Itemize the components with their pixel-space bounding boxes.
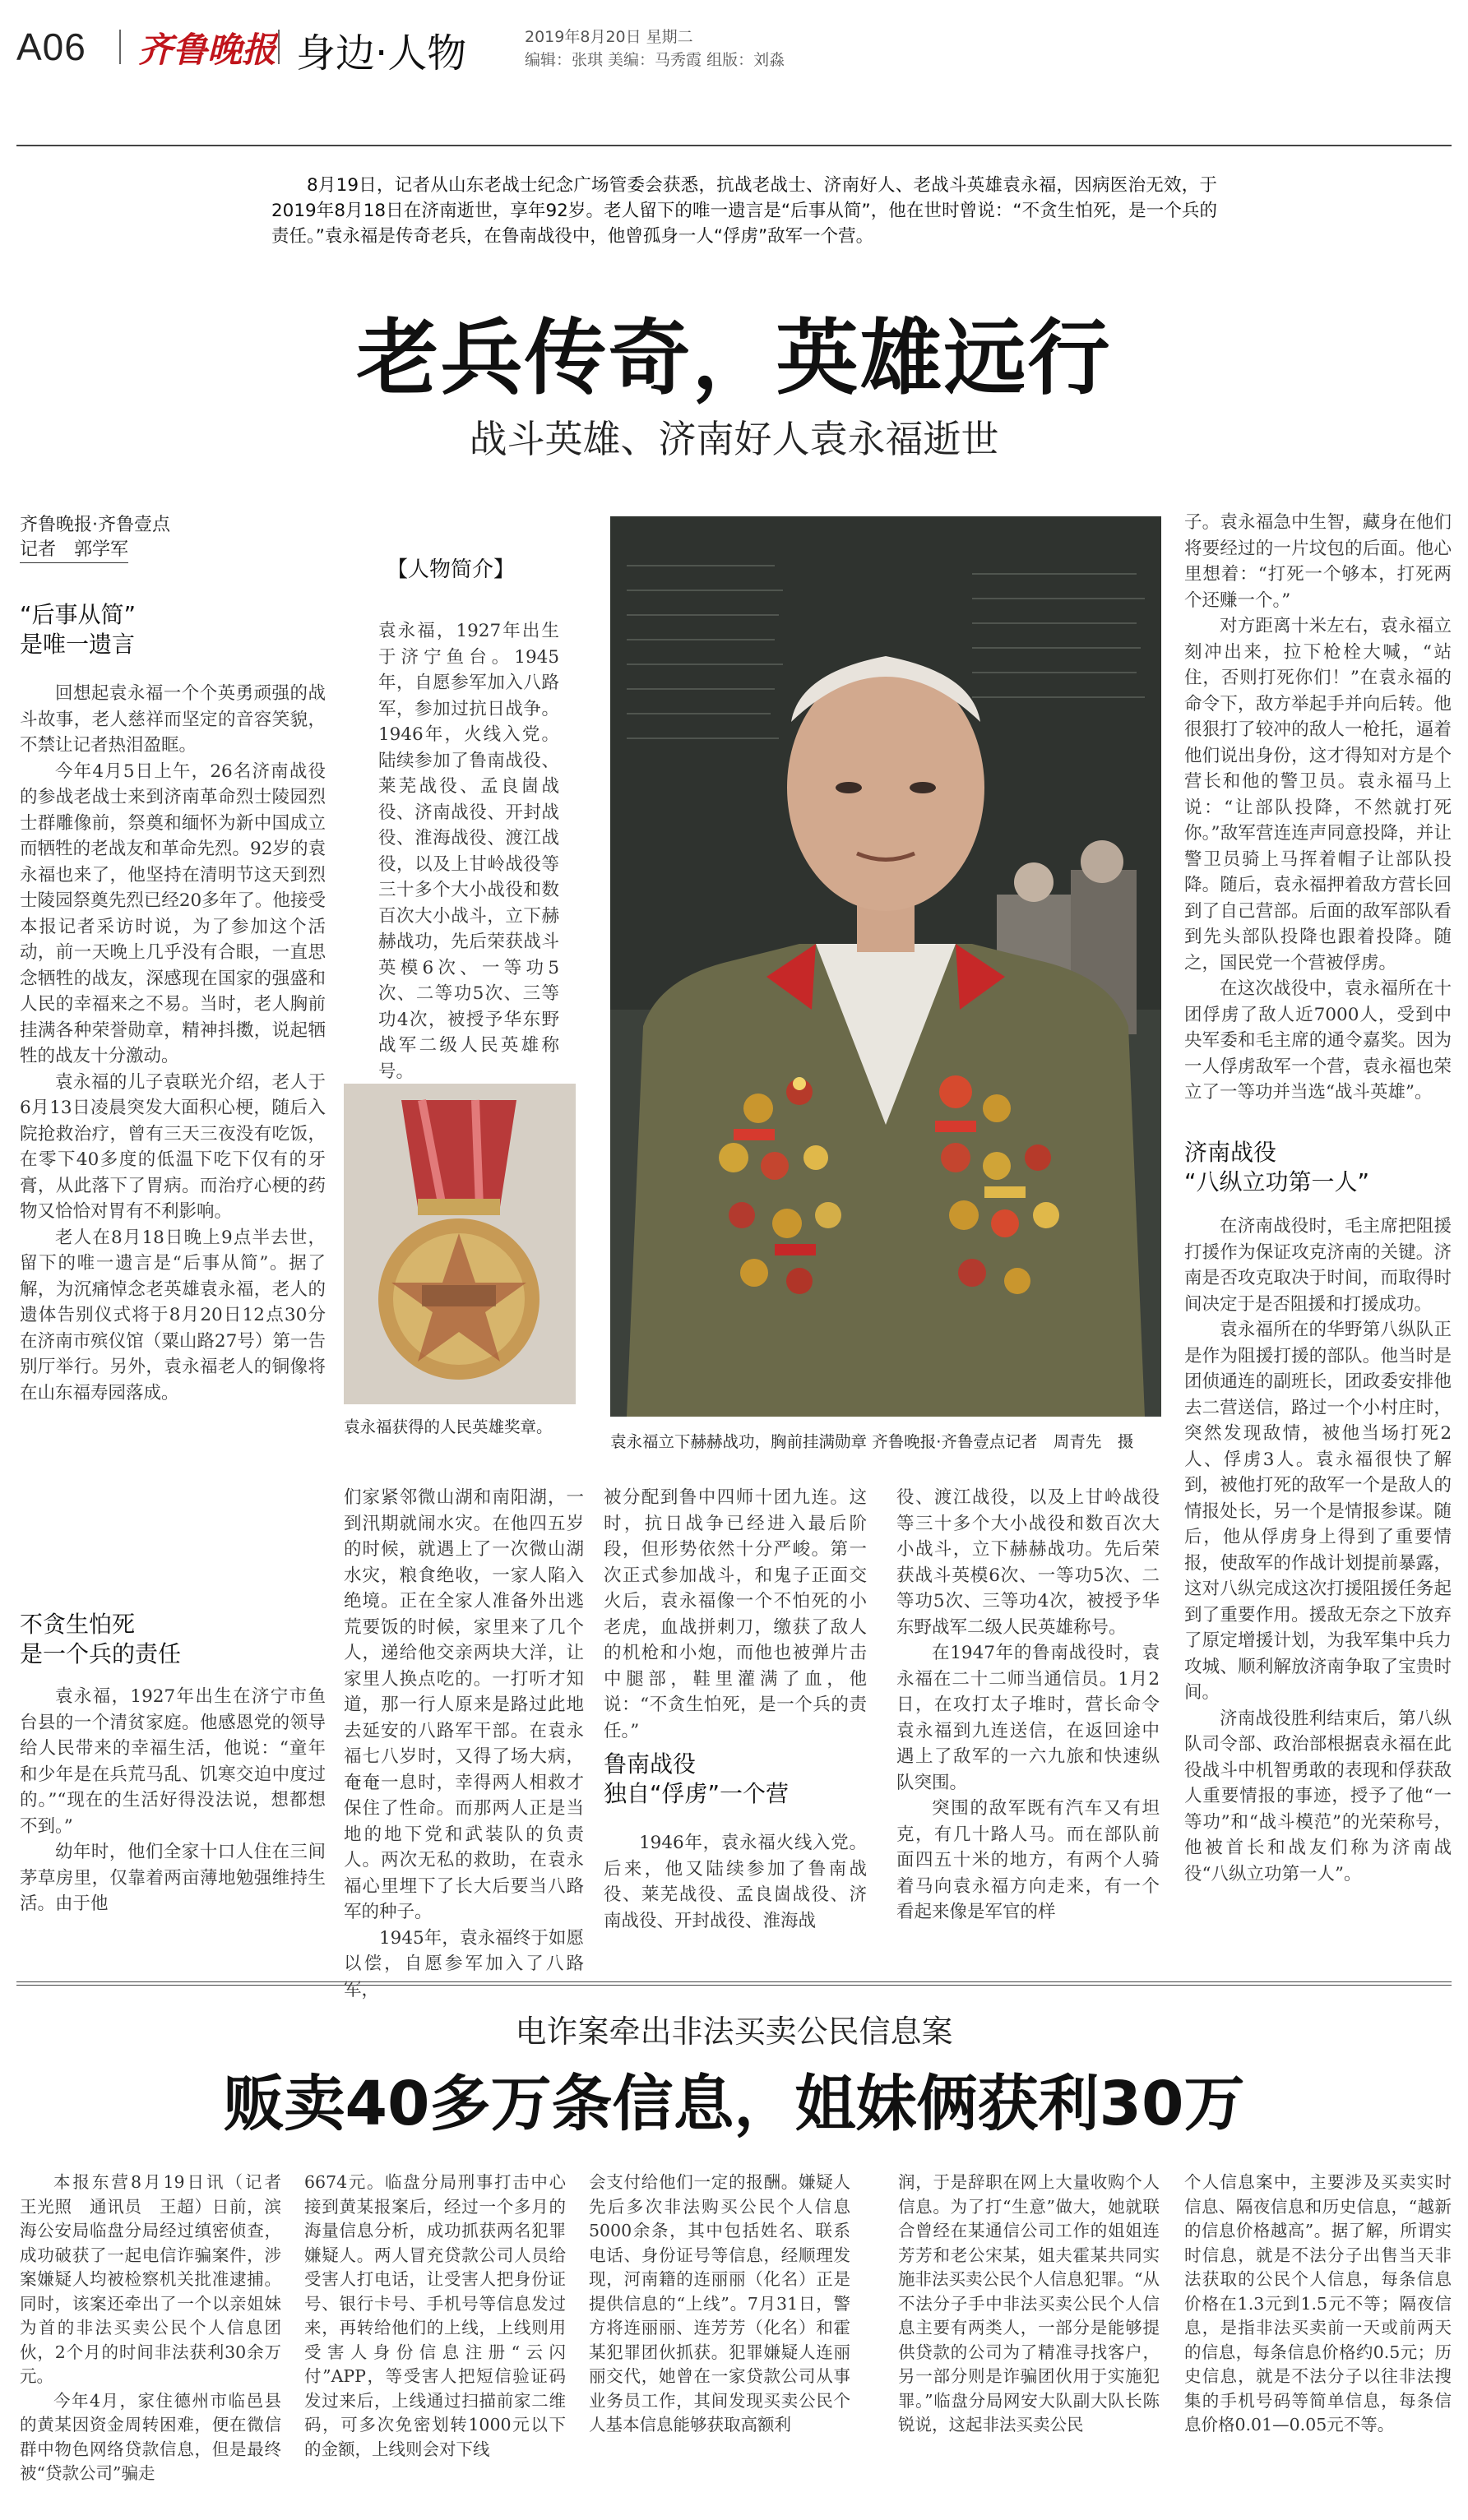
byline: [20, 513, 170, 563]
newspaper-logo: 齐鲁晚报: [138, 30, 277, 70]
subheadline: 战斗英雄、济南好人袁永福逝世: [469, 417, 999, 461]
article-column-1b: [20, 1684, 326, 1917]
article2-column-2: [304, 2171, 566, 2462]
subhead: [20, 600, 136, 659]
paragraph: 对方距离十米左右，袁永福立刻冲出来，拉下枪栓大喊，“站住，否则打死你们！”在袁永福的命令下，敌方举起手并向后转。他很狠打了较冲的敌人一枪托，逼着他们说出身份，这才得知对方是个营长和他的警卫员。袁永福马上说：“让部队投降，不然就打死你。”敌军营连连声同意投降，并让警卫员骑上马挥着帽子让部队投降。随后，袁永福押着敌方营长回到了自己营部。后面的敌军部队看到先头部队投降也跟着投降。随之，国民党一个营被俘虏。: [1184, 616, 1452, 973]
paragraph: 1946年，袁永福火线入党。后来，他又陆续参加了鲁南战役、莱芜战役、孟良崮战役、济南战役、开封战役、淮海战: [604, 1833, 867, 1931]
paragraph: 会支付给他们一定的报酬。嫌疑人先后多次非法购买公民个人信息5000余条，其中包括姓名、联系电话、身份证号等信息，经顺理发现，河南籍的连丽丽（化名）正是提供信息的“上线”。7月31日，警方将连丽丽、连芳芳（化名）和霍某犯罪团伙抓获。犯罪嫌疑人连丽丽交代，她曾在一家贷款公司从事业务员工作，其间发现买卖公民个人基本信息能够获取高额利: [589, 2172, 850, 2434]
subhead-line: “后事从简”: [20, 601, 137, 628]
article-column-5b: [1184, 1214, 1452, 1887]
paragraph: 济南战役胜利结束后，第八纵队司令部、政治部根据袁永福在此役战斗中机智勇敢的表现和俘获敌人重要情报的事迹，授予了他“一等功”和“战斗模范”的光荣称号，他被首长和战友们称为济南战役“八纵立功第一人”。: [1184, 1708, 1452, 1884]
byline-line: 齐鲁晚报·齐鲁壹点: [20, 515, 170, 535]
paragraph: 幼年时，他们全家十口人住在三间茅草房里，仅靠着两亩薄地勉强维持生活。由于他: [20, 1842, 326, 1914]
paragraph: 今年4月5日上午，26名济南战役的参战老战士来到济南革命烈士陵园烈士群雕像前，祭奠和缅怀为新中国成立而牺牲的老战友和革命先烈。92岁的袁永福也来了，他坚持在清明节这天到烈士陵园祭奠先烈已经20多年了。他接受本报记者采访时说，为了参加这个活动，前一天晚上几乎没有合眼，一直思念牺牲的战友，深感现在国家的强盛和人民的幸福来之不易。当时，老人胸前挂满各种荣誉勋章，精神抖擞，说起牺牲的战友十分激动。: [20, 761, 326, 1066]
article-column-4: [896, 1485, 1160, 1926]
paragraph: 个人信息案中，主要涉及买卖实时信息、隔夜信息和历史信息，“越新的信息价格越高”。据了解，所谓实时信息，就是不法分子出售当天非法获取的公民个人信息，每条信息价格在1.3元到1.5元不等；隔夜信息，是指非法买卖前一天或前两天的信息，每条信息价格约0.5元；历史信息，就是不法分子以往非法搜集的手机号码等简单信息，每条信息价格0.01—0.05元不等。: [1184, 2172, 1452, 2434]
profile-text: 袁永福，1927年出生于济宁鱼台。1945年，自愿参军加入八路军，参加过抗日战争。1946年，火线入党。陆续参加了鲁南战役、莱芜战役、孟良崮战役、济南战役、开封战役、淮海战役、渡江战役，以及上甘岭战役等三十多个大小战役和数百次大小战斗，立下赫赫战功，先后荣获战斗英模6次、一等功5次、二等功5次、三等功4次，被授予华东野战军二级人民英雄称号。: [378, 621, 559, 1082]
subhead-line: 不贪生怕死: [20, 1611, 136, 1638]
article2-column-5: [1184, 2171, 1452, 2438]
page-number: A06: [16, 25, 86, 68]
photo-caption: 袁永福立下赫赫战功，胸前挂满勋章 齐鲁晚报·齐鲁壹点记者 周青先 摄: [610, 1432, 1134, 1451]
medal-photo: [344, 1084, 576, 1404]
date-line: 2019年8月20日 星期二: [525, 28, 693, 46]
article2-column-1: [20, 2171, 299, 2486]
subhead-line: 是唯一遗言: [20, 631, 136, 658]
paragraph: 老人在8月18日晚上9点半去世，留下的唯一遗言是“后事从简”。据了解，为沉痛悼念老英雄袁永福，老人的遗体告别仪式将于8月20日12点30分在济南市殡仪馆（粟山路27号）第一告别厅举行。另外，袁永福老人的铜像将在山东福寿园落成。: [20, 1227, 326, 1403]
paragraph: 润，于是辞职在网上大量收购个人信息。为了打“生意”做大，她就联合曾经在某通信公司工作的姐姐连芳芳和老公宋某，姐夫霍某共同实施非法买卖公民个人信息犯罪。“从不法分子手中非法买卖公民个人信息主要有两类人，一部分是能够提供贷款的公司为了精准寻找客户，另一部分则是诈骗团伙用于实施犯罪。”临盘分局网安大队副大队长陈锐说，这起非法买卖公民: [898, 2172, 1160, 2434]
article2-headline: 贩卖40多万条信息，姐妹俩获利30万: [223, 2069, 1245, 2139]
divider: [119, 30, 121, 64]
header-rule: [16, 145, 1452, 146]
paragraph: 役、渡江战役，以及上甘岭战役等三十多个大小战役和数百次大小战斗，立下赫赫战功。先后荣获战斗英模6次、一等功5次、二等功5次、三等功4次，被授予华东野战军二级人民英雄称号。: [896, 1487, 1160, 1638]
paragraph: 在这次战役中，袁永福所在十团俘虏了敌人近7000人，受到中央军委和毛主席的通令嘉奖。因为一人俘虏敌军一个营，袁永福也荣立了一等功并当选“战斗英雄”。: [1184, 978, 1452, 1103]
subhead: [1184, 1138, 1369, 1197]
paragraph: 今年4月，家住德州市临邑县的黄某因资金周转困难，便在微信群中物色网络贷款信息，但是最终被“贷款公司”骗走: [20, 2390, 281, 2483]
subhead: [604, 1750, 789, 1809]
article-divider: [16, 1981, 1452, 1986]
paragraph: 1945年，袁永福终于如愿以偿，自愿参军加入了八路军，: [344, 1927, 584, 2000]
paragraph: 子。袁永福急中生智，藏身在他们将要经过的一片坟包的后面。他心里想着：“打死一个够本，打死两个还赚一个。”: [1184, 512, 1452, 611]
headline: 老兵传奇，英雄远行: [356, 310, 1112, 406]
paragraph: 被分配到鲁中四师十团九连。这时，抗日战争已经进入最后阶段，但形势依然十分严峻。第一次正式参加战斗，和鬼子正面交火后，袁永福像一个不怕死的小老虎，血战拼刺刀，缴获了敌人的机枪和小炮，而他也被弹片击中腿部，鞋里灌满了血，他说：“不贪生怕死，是一个兵的责任。”: [604, 1487, 867, 1741]
article-column-1: [20, 681, 326, 1406]
paragraph: 在济南战役时，毛主席把阻援打援作为保证攻克济南的关键。济南是否攻克取决于时间，而取得时间决定于是否阻援和打援成功。: [1184, 1216, 1452, 1315]
subhead-line: 独自“俘虏”一个营: [604, 1780, 790, 1807]
article-column-5: [1184, 510, 1452, 1106]
profile-title: 【人物简介】: [387, 557, 516, 582]
paragraph: 袁永福的儿子袁联光介绍，老人于6月13日凌晨突发大面积心梗，随后入院抢救治疗，曾有三天三夜没有吃饭，在零下40多度的低温下吃下仅有的牙膏，从此落下了胃病。而治疗心梗的药物又恰恰对胃有不利影响。: [20, 1071, 326, 1222]
page-header: [16, 15, 1452, 74]
article2-column-4: [898, 2171, 1160, 2438]
paragraph: 6674元。临盘分局刑事打击中心接到黄某报案后，经过一个多月的海量信息分析，成功抓获两名犯罪嫌疑人。两人冒充贷款公司人员给受害人打电话，让受害人把身份证号、银行卡号、手机号等信息发过来，再转给他们的上线，上线则用受害人身份信息注册“云闪付”APP，等受害人把短信验证码发过来后，上线通过扫描前家二维码，可多次免密划转1000元以下的金额，上线则会对下线: [304, 2172, 566, 2459]
editors-line: 编辑：张琪 美编：马秀霞 组版：刘淼: [525, 51, 785, 69]
subhead-line: “八纵立功第一人”: [1184, 1168, 1370, 1195]
subhead-line: 鲁南战役: [604, 1750, 697, 1778]
paragraph: 们家紧邻微山湖和南阳湖，一到汛期就闹水灾。在他四五岁的时候，就遇上了一次微山湖水灾，粮食绝收，一家人陷入绝境。正在全家人准备外出逃荒要饭的时候，家里来了几个人，递给他交亲两块大洋，让家里人换点吃的。一打听才知道，那一行人原来是路过此地去延安的八路军干部。在袁永福七八岁时，又得了场大病，奄奄一息时，幸得两人相救才保住了性命。而那两人正是当地的地下党和武装队的负责人。两次无私的救助，在袁永福心里埋下了长大后要当八路军的种子。: [344, 1487, 584, 1922]
divider: [278, 30, 280, 64]
paragraph: 本报东营8月19日讯（记者 王光照 通讯员 王超）日前，滨海公安局临盘分局经过缜密侦查，成功破获了一起电信诈骗案件，涉案嫌疑人均被检察机关批准逮捕。同时，该案还牵出了一个以亲姐妹为首的非法买卖公民个人信息团伙，2个月的时间非法获利30余万元。: [20, 2172, 299, 2386]
paragraph: 突围的敌军既有汽车又有坦克，有几十路人马。而在部队前面四五十米的地方，有两个人骑着马向袁永福方向走来，有一个看起来像是军官的样: [896, 1798, 1160, 1922]
article2-column-3: [589, 2171, 850, 2438]
subhead-line: 是一个兵的责任: [20, 1640, 182, 1667]
paragraph: 袁永福，1927年出生在济宁市鱼台县的一个清贫家庭。他感恩党的领导给人民带来的幸福生活，他说：“童年和少年是在兵荒马乱、饥寒交迫中度过的。”“现在的生活好得没法说，想都想不到。”: [20, 1686, 326, 1837]
paragraph: 在1947年的鲁南战役时，袁永福在二十二师当通信员。1月2日，在攻打太子堆时，营长命令袁永福到九连送信，在返回途中遇上了敌军的一六九旅和快速纵队突围。: [896, 1643, 1160, 1793]
section-title: 身边·人物: [296, 30, 467, 76]
medal-caption: 袁永福获得的人民英雄奖章。: [344, 1417, 553, 1436]
veteran-photo: [610, 516, 1161, 1417]
subhead: [20, 1610, 181, 1669]
article-column-3b: [604, 1830, 867, 1934]
article-column-3: [604, 1485, 867, 1744]
paragraph: 回想起袁永福一个个英勇顽强的战斗故事，老人慈祥而坚定的音容笑貌，不禁让记者热泪盈眶。: [20, 683, 326, 756]
article-lead: 8月19日，记者从山东老战士纪念广场管委会获悉，抗战老战士、济南好人、老战斗英雄袁永福，因病医治无效，于2019年8月18日在济南逝世，享年92岁。老人留下的唯一遗言是“后事从简”，他在世时曾说：“不贪生怕死，是一个兵的责任。”袁永福是传奇老兵，在鲁南战役中，他曾孤身一人“俘虏”敌军一个营。: [271, 175, 1217, 247]
paragraph: 袁永福所在的华野第八纵队正是作为阻援打援的部队。他当时是团侦通连的副班长，团政委安排他去二营送信，路过一个小村庄时，突然发现敌情，被他当场打死2人、俘虏3人。袁永福很快了解到，被他打死的敌军一个是敌人的情报处长，另一个是情报参谋。随后，他从俘虏身上得到了重要情报，使敌军的作战计划提前暴露，这对八纵完成这次打援阻援任务起到了重要作用。援敌无奈之下放弃了原定增援计划，为我军集中兵力攻城、顺利解放济南争取了宝贵时间。: [1184, 1320, 1452, 1703]
byline-line: 记者 郭学军: [20, 538, 128, 563]
medal-image: [344, 1084, 576, 1404]
article2-subheadline: 电诈案牵出非法买卖公民信息案: [515, 2014, 953, 2050]
article-column-2: [344, 1485, 584, 2003]
subhead-line: 济南战役: [1184, 1139, 1277, 1166]
veteran-image: [610, 516, 1161, 1417]
